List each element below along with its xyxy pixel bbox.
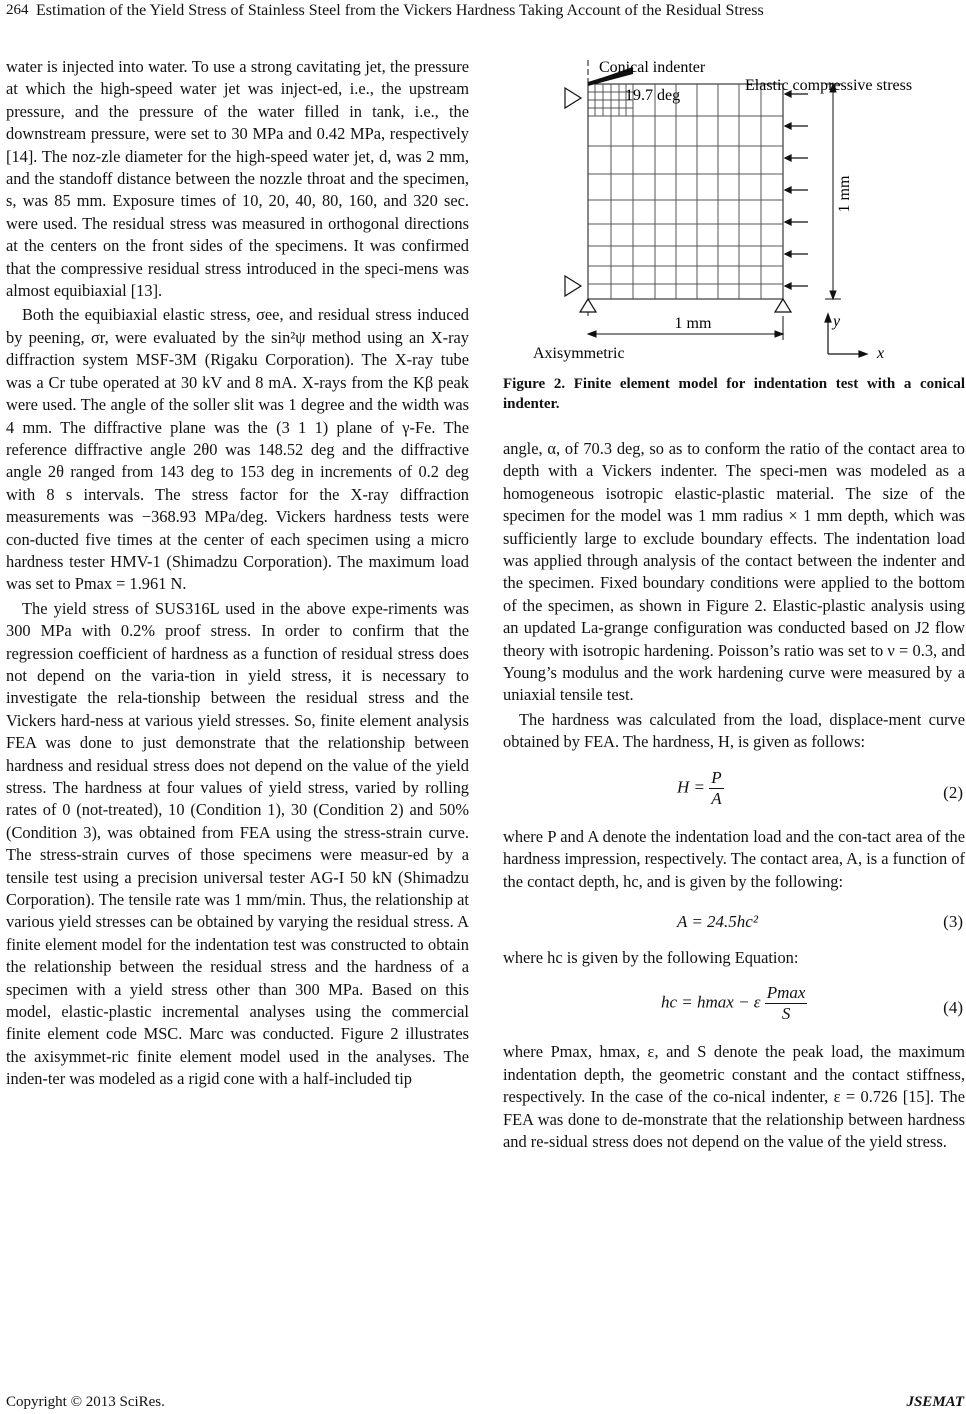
label-axisymmetric: Axisymmetric xyxy=(533,345,625,362)
eq2-number: (2) xyxy=(943,782,963,802)
equation-4 xyxy=(491,981,965,1033)
journal-name: JSEMAT xyxy=(906,1394,964,1410)
paragraph: The hardness was calculated from the load, displace-ment curve obtained by FEA. The hardness, H, is given as follows: xyxy=(503,709,965,752)
eq2-lhs: H = xyxy=(677,777,705,797)
paragraph: angle, α, of 70.3 deg, so as to conform the ratio of the contact area to depth with a Vickers indenter. The speci-men was modeled as a homogeneous isotropic elastic-plastic material. The size of the specimen for the model was 1 mm radius × 1 mm depth, which was sufficiently large to exclude boundary effects. The indentation load was applied through analysis of the contact between the indenter and the specimen. Fixed boundary conditions were applied to the bottom of the specimen, as shown in Figure 2. Elastic-plastic analysis using an updated La-grange configuration was conducted based on J2 flow theory with isotropic hardening. Poisson’s ratio was set to ν = 0.3, and Young’s modulus and the work hardening curve were measured by a uniaxial tensile test. xyxy=(503,439,965,705)
paragraph: water is injected into water. To use a strong cavitating jet, the pressure at which the high-speed water jet was inject-ed, i.e., the upstream pressure, and the pressure of the water filled in tank, i.e., the downstream pressure, were set to 30 MPa and 0.42 MPa, respectively [14]. The noz-zle diameter for the high-speed water jet, d, was 2 mm, and the standoff distance between the nozzle throat and the specimen, s, was 85 mm. Exposure times of 10, 20, 40, 80, 160, and 320 sec. were used. The residual stress was measured in orthogonal directions at the centers on the front sides of the specimens. It was confirmed that the compressive residual stress introduced in the speci-mens was almost equibiaxial [13]. xyxy=(6,57,469,301)
mesh-grid xyxy=(588,84,783,299)
copyright: Copyright © 2013 SciRes. xyxy=(6,1394,165,1410)
eq4-lhs: hc = hmax − ε xyxy=(661,992,761,1012)
label-width: 1 mm xyxy=(674,315,712,332)
coord-axes xyxy=(825,314,867,357)
eq4-denominator: S xyxy=(781,1004,791,1024)
stress-arrows xyxy=(785,91,808,289)
equation-3 xyxy=(503,905,965,939)
eq3-number: (3) xyxy=(943,911,963,931)
left-column xyxy=(6,56,469,1091)
paragraph: Both the equibiaxial elastic stress, σee, and residual stress induced by peening, σr, were evaluated by the sin²ψ method using an X-ray diffraction system MSF-3M (Rigaku Corporation). The X-ray tube was a Cr tube operated at 30 kV and 8 mA. X-rays from the Kβ peak were used. The angle of the soller slit was 1 degree and the width was 4 mm. The diffractive plane was the (3 1 1) plane of γ-Fe. The reference diffractive angle 2θ0 was 148.52 deg and the diffractive angle 2θ ranged from 143 deg to 153 deg in increments of 0.2 deg with 8 s intervals. The stress factor for the X-ray diffraction measurements was −368.93 MPa/deg. Vickers hardness tests were con-ducted five times at the center of each specimen using a micro hardness tester HMV-1 (Shimadzu Corporation). The maximum load was set to Pmax = 1.961 N. xyxy=(6,305,469,594)
paragraph: The yield stress of SUS316L used in the above expe-riments was 300 MPa with 0.2% proof stress. In order to confirm that the regression coefficient of hardness as a function of residual stress does not depend on the varia-tion in yield stress, it is necessary to investigate the rela-tionship between the residual stress and the Vickers hard-ness at various yield stresses. So, finite element analysis FEA was done to just demonstrate that the relationship between hardness and residual stress does not depend on the value of the yield stress. The hardness at four values of yield stress, varied by rolling rates of 0 (not-treated), 10 (Condition 1), 30 (Condition 2) and 50% (Condition 3), was obtained from FEA using the stress-strain curve. The stress-strain curves of those specimens were measur-ed by a tensile test using a precision universal tester AG-I 50 kN (Shimadzu Corporation). The tensile rate was 1 mm/min. Thus, the relationship at various yield stresses can be obtained by varying the residual stress. A finite element model for the indentation test was constructed to obtain the relationship between the residual stress and the hardness of a specimen with a yield stress other than 300 MPa. Based on this model, elastic-plastic incremental analyses using the commercial finite element code MSC. Marc was conducted. Figure 2 illustrates the axisymmet-ric finite element model used in the analyses. The inden-ter was modeled as a rigid cone with a half-included tip xyxy=(6,598,469,1089)
page-footer xyxy=(6,1394,964,1411)
paragraph: where Pmax, hmax, ε, and S denote the peak load, the maximum indentation depth, the geometric constant and the contact stiffness, respectively. In the case of the co-nical indenter, ε = 0.726 [15]. The FEA was done to de-monstrate that the relationship between hardness and re-sidual stress does not depend on the value of the yield stress. xyxy=(503,1042,965,1151)
figure-caption: Figure 2. Finite element model for indentation test with a conical indenter. xyxy=(503,376,965,412)
eq2-numerator: P xyxy=(711,767,722,787)
equation-2 xyxy=(503,766,965,818)
fe-model-diagram xyxy=(533,54,945,366)
page-header xyxy=(0,2,966,26)
figure-2 xyxy=(533,54,945,366)
eq4-numerator: Pmax xyxy=(766,983,806,1003)
label-y: y xyxy=(833,313,841,330)
right-column xyxy=(503,438,965,1153)
page-number: 264 xyxy=(6,2,29,18)
label-indenter: Conical indenter xyxy=(599,59,706,76)
label-stress: Elastic compressive stress xyxy=(745,77,913,94)
eq4-number: (4) xyxy=(943,998,963,1018)
running-title: Estimation of the Yield Stress of Stainless Steel from the Vickers Hardness Taking Account of the Residual Stress xyxy=(36,2,764,19)
label-x: x xyxy=(877,345,885,362)
label-angle: 19.7 deg xyxy=(625,87,681,104)
label-height: 1 mm xyxy=(836,175,853,213)
paragraph: where hc is given by the following Equation: xyxy=(503,947,799,967)
eq2-denominator: A xyxy=(711,788,722,808)
paragraph: where P and A denote the indentation load and the con-tact area of the hardness impression, respectively. The contact area, A, is a function of the contact depth, hc, and is given by the following: xyxy=(503,826,965,891)
eq3-body: A = 24.5hc² xyxy=(677,911,758,931)
